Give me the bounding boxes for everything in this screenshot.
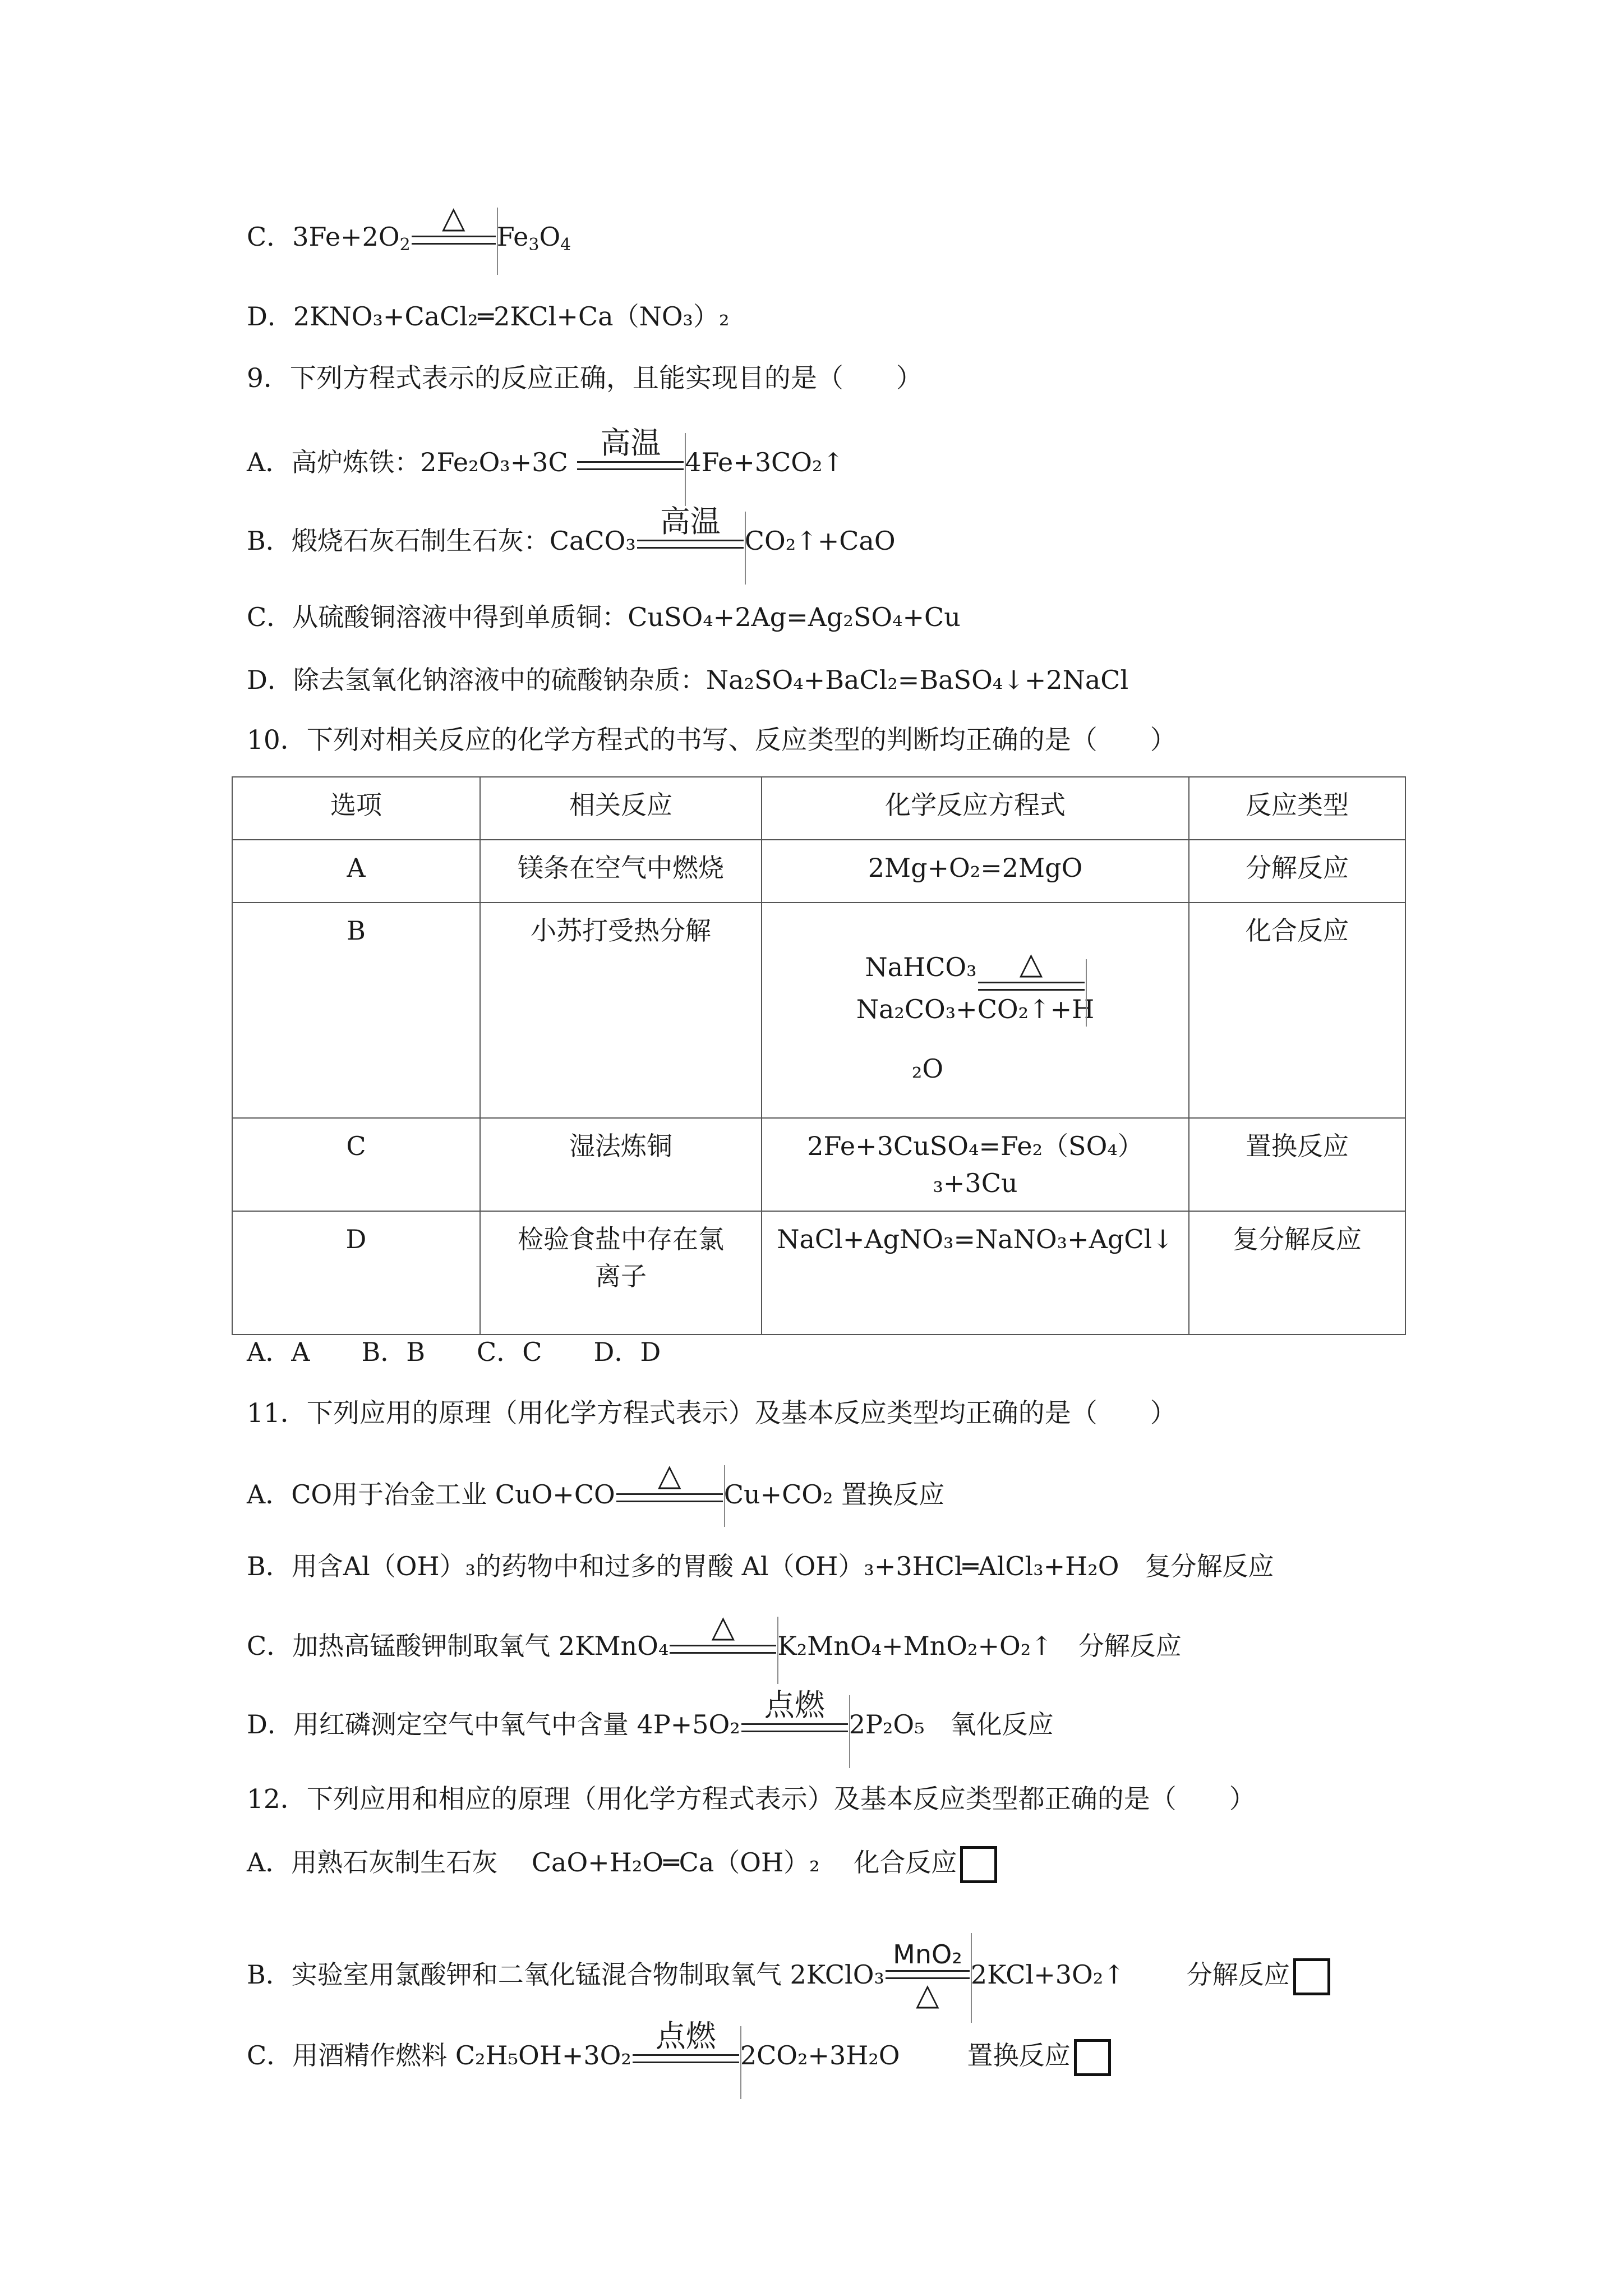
option-text: A．用熟石灰制生石灰 CaO+H₂O═Ca（OH）₂ 化合反应 [247, 1847, 957, 1878]
table-cell: 复分解反应 [1189, 1211, 1405, 1335]
question-10: 10．下列对相关反应的化学方程式的书写、反应类型的判断均正确的是（ ） [247, 725, 1177, 756]
table-header: 相关反应 [480, 777, 762, 840]
option-label: A．高炉炼铁： [247, 447, 421, 477]
q8-option-d: D．2KNO₃+CaCl₂═2KCl+Ca（NO₃）₂ [247, 301, 730, 332]
equation-left: CuO+CO [495, 1479, 615, 1510]
table-row [232, 840, 1405, 903]
table-cell: 化合反应 [1189, 903, 1405, 1118]
heat-triangle-icon: △ [441, 200, 465, 235]
table-cell: C [232, 1118, 480, 1211]
q12-option-c [247, 2018, 1111, 2079]
reaction-table [232, 776, 1406, 1335]
option-label: B．煅烧石灰石制生石灰： [247, 526, 550, 556]
equation-left: C₂H₅OH+3O₂ [455, 2040, 631, 2070]
equation-right: 2CO₂+3H₂O [740, 2040, 900, 2070]
q10-answer-options: A．A B．B C．C D．D [247, 1337, 661, 1367]
reaction-condition [886, 1939, 970, 2010]
table-cell: 湿法炼铜 [480, 1118, 762, 1211]
equation-right: K₂MnO₄+MnO₂+O₂↑ 分解反应 [777, 1631, 1182, 1661]
q9-option-c: C．从硫酸铜溶液中得到单质铜：CuSO₄+2Ag=Ag₂SO₄+Cu [247, 602, 961, 632]
table-row [232, 1211, 1405, 1335]
equation-right: CO₂↑+CaO [744, 526, 896, 556]
equation-right: 4Fe+3CO₂↑ [685, 447, 844, 477]
table-cell: B [232, 903, 480, 1118]
table-header-row [232, 777, 1405, 840]
reaction-condition [978, 948, 1085, 991]
q11-option-c [247, 1609, 1182, 1669]
reaction-type: 分解反应 [1186, 1959, 1290, 1990]
table-cell: 置换反应 [1189, 1118, 1405, 1211]
heat-triangle-icon: △ [657, 1457, 681, 1493]
table-header: 选项 [232, 777, 480, 840]
reaction-condition [633, 2018, 739, 2063]
heat-triangle-icon: △ [711, 1609, 735, 1644]
option-label: D．用红磷测定空气中氧气中含量 [247, 1709, 637, 1740]
table-row [232, 1118, 1405, 1211]
equation-left: NaHCO₃ [865, 952, 977, 982]
equation-right: 2KCl+3O₂↑ [970, 1959, 1125, 1990]
q9-option-a [247, 425, 844, 486]
catalyst-text: MnO₂ [893, 1939, 962, 1970]
reaction-condition [577, 427, 684, 470]
answer-checkbox[interactable] [1293, 1958, 1330, 1995]
q11-option-a [247, 1457, 945, 1518]
equation-left: 4P+5O₂ [637, 1709, 740, 1740]
option-label: B．实验室用氯酸钾和二氧化锰混合物制取氧气 [247, 1959, 790, 1990]
q9-option-d: D．除去氢氧化钠溶液中的硫酸钠杂质：Na₂SO₄+BaCl₂=BaSO₄↓+2NaCl [247, 665, 1129, 695]
subscript: 2 [399, 235, 411, 255]
table-cell: 镁条在空气中燃烧 [480, 840, 762, 903]
equation-left: 2Fe₂O₃+3C [420, 447, 577, 477]
option-label: C． [247, 222, 293, 252]
q9-option-b [247, 504, 896, 564]
reaction-condition [616, 1457, 723, 1502]
equation-tail: ₂O [911, 1053, 944, 1084]
q11-option-d [247, 1687, 1054, 1748]
option-label: C．加热高锰酸钾制取氧气 [247, 1631, 559, 1661]
condition-text: 点燃 [764, 1687, 825, 1723]
table-cell: 2Mg+O₂=2MgO [762, 840, 1189, 903]
condition-text: 点燃 [655, 2018, 716, 2054]
table-cell: NaCl+AgNO₃=NaNO₃+AgCl↓ [762, 1211, 1189, 1335]
q12-option-a [247, 1846, 997, 1883]
equation-right: Cu+CO₂ 置换反应 [723, 1479, 945, 1510]
heat-triangle-icon: △ [1019, 946, 1043, 981]
equation-right: Fe [496, 222, 529, 252]
answer-checkbox[interactable] [1074, 2039, 1111, 2076]
equation-right: Na₂CO₃+CO₂↑+H [856, 994, 1095, 1024]
q12-option-b [247, 1941, 1330, 2013]
reaction-condition [412, 202, 496, 245]
reaction-type: 置换反应 [967, 2040, 1071, 2070]
table-cell [762, 903, 1189, 1118]
equation-left: CaCO₃ [549, 526, 636, 556]
condition-text: 高温 [600, 425, 661, 461]
q8-option-c: C．$3Fe+2O_2$ △ $Fe_3O_4$ [247, 218, 571, 260]
table-cell: 分解反应 [1189, 840, 1405, 903]
equation-left: 2KMnO₄ [558, 1631, 669, 1661]
table-cell: 小苏打受热分解 [480, 903, 762, 1118]
reaction-condition [670, 1611, 776, 1654]
q11-option-b: B．用含Al（OH）₃的药物中和过多的胃酸 Al（OH）₃+3HCl═AlCl₃+H₂O 复分解反应 [247, 1551, 1274, 1581]
heat-triangle-icon: △ [916, 1977, 939, 2012]
question-9: 9．下列方程式表示的反应正确，且能实现目的是（ ） [247, 363, 923, 394]
equation-left: 3Fe+2O [292, 222, 400, 252]
condition-text: 高温 [660, 504, 721, 539]
table-row [232, 903, 1405, 1118]
option-label: C．用酒精作燃料 [247, 2040, 455, 2070]
table-cell: D [232, 1211, 480, 1335]
equation-left: 2KClO₃ [790, 1959, 884, 1990]
reaction-condition [741, 1687, 848, 1732]
option-label: A．CO用于冶金工业 [247, 1479, 495, 1510]
answer-checkbox[interactable] [960, 1846, 997, 1883]
table-cell: 检验食盐中存在氯离子 [480, 1211, 762, 1335]
table-header: 化学反应方程式 [762, 777, 1189, 840]
table-cell: A [232, 840, 480, 903]
question-11: 11．下列应用的原理（用化学方程式表示）及基本反应类型均正确的是（ ） [247, 1398, 1177, 1429]
equation-right: 2P₂O₅ 氧化反应 [849, 1709, 1054, 1740]
question-12: 12．下列应用和相应的原理（用化学方程式表示）及基本反应类型都正确的是（ ） [247, 1784, 1256, 1815]
table-header: 反应类型 [1189, 777, 1405, 840]
reaction-condition [637, 506, 744, 549]
table-cell: 2Fe+3CuSO₄=Fe₂（SO₄）₃+3Cu [762, 1118, 1189, 1211]
